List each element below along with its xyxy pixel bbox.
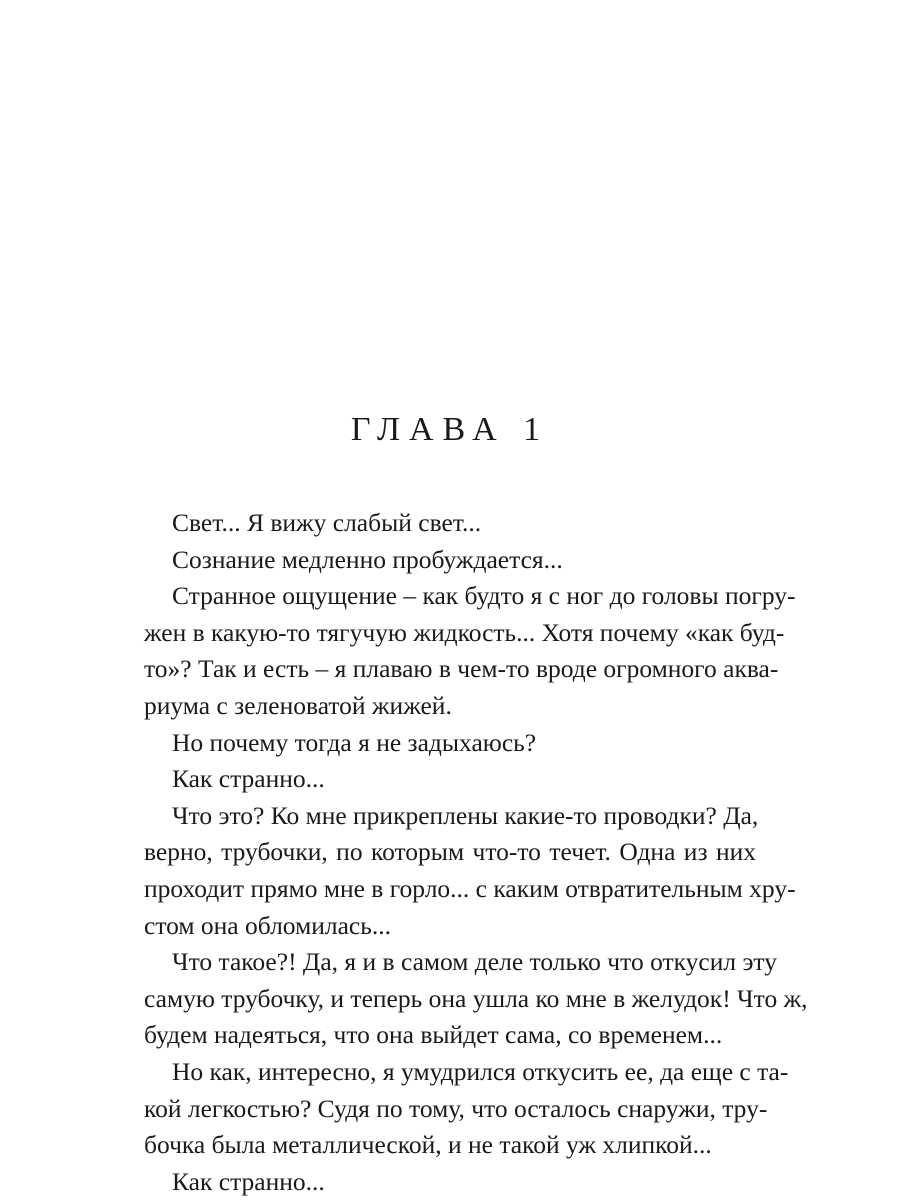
text-line: риума с зеленоватой жижей. <box>144 690 452 720</box>
text-line: Но почему тогда я не задыхаюсь? <box>172 727 537 757</box>
paragraph <box>144 798 796 944</box>
paragraph <box>144 505 756 542</box>
text-line: Сознание медленно пробуждается... <box>172 544 563 574</box>
chapter-text <box>144 505 808 1200</box>
text-line: стом она обломилась... <box>144 910 391 940</box>
text-line: Свет... Я вижу слабый свет... <box>172 508 482 537</box>
paragraph <box>144 944 808 1054</box>
paragraph <box>144 1164 756 1200</box>
text-line: жен в какую-то тягучую жидкость... Хотя почему «как буд- <box>144 617 785 647</box>
text-line: верно, трубочки, по которым что-то течет. Одна из них <box>144 837 756 867</box>
paragraph <box>144 542 756 579</box>
text-line: будем надеяться, что она выйдет сама, со временем... <box>144 1020 723 1050</box>
paragraph <box>144 725 756 762</box>
text-line: бочка была металлической, и не такой уж хлипкой... <box>144 1130 712 1160</box>
text-line: Странное ощущение – как будто я с ног до головы погру- <box>172 581 796 611</box>
text-line: Что это? Ко мне прикреплены какие-то проводки? Да, <box>172 800 759 830</box>
chapter-title: ГЛАВА 1 <box>350 411 550 448</box>
text-line: Но как, интересно, я умудрился откусить ее, да еще с та- <box>172 1056 789 1086</box>
text-line: Что такое?! Да, я и в самом деле только что откусил эту <box>172 947 777 977</box>
text-line: Как странно... <box>172 764 325 794</box>
text-line: кой легкостью? Судя по тому, что осталось снаружи, тру- <box>144 1093 768 1123</box>
paragraph <box>144 761 756 798</box>
text-line: проходит прямо мне в горло... с каким отвратительным хру- <box>144 873 796 903</box>
paragraph <box>144 1054 789 1164</box>
text-line: Как странно... <box>172 1166 325 1196</box>
text-line: самую трубочку, и теперь она ушла ко мне в желудок! Что ж, <box>144 983 808 1013</box>
paragraph <box>144 578 796 724</box>
text-line: то»? Так и есть – я плаваю в чем-то вроде огромного аква- <box>144 654 779 684</box>
